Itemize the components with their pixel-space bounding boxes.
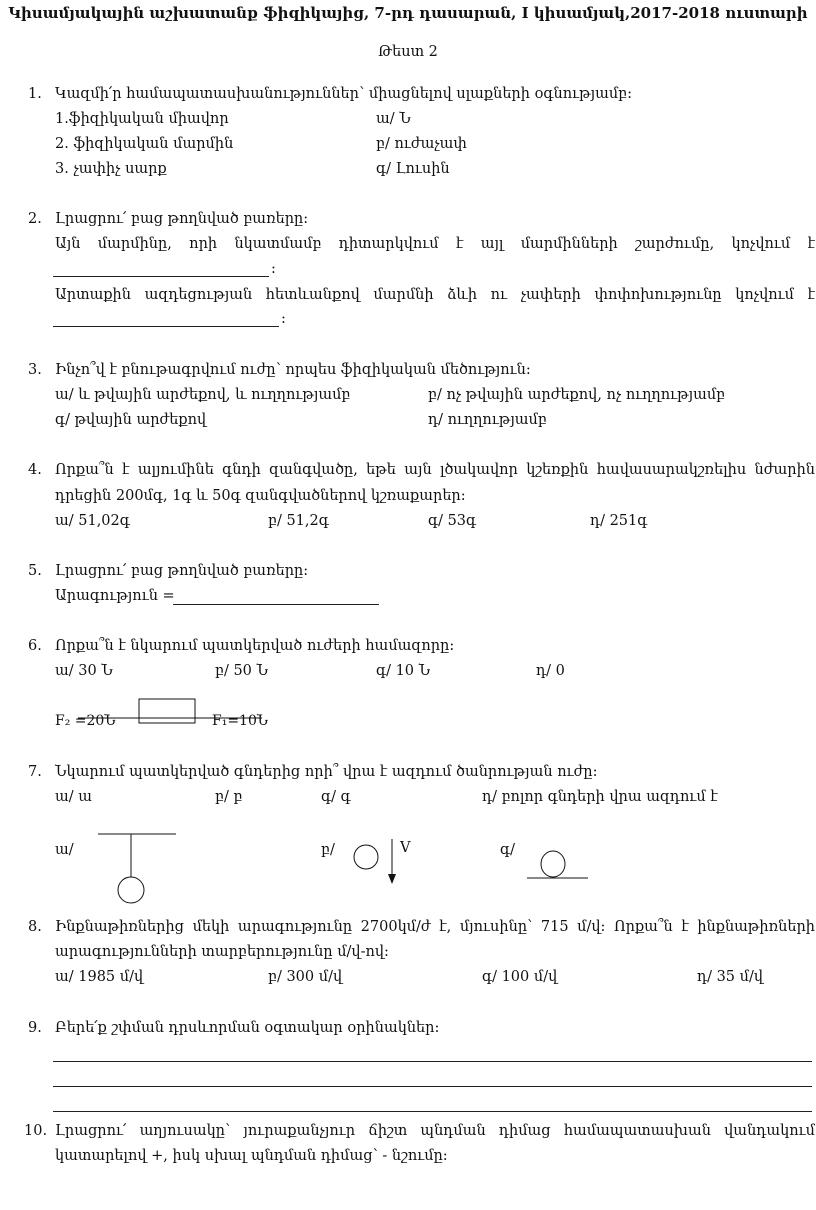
q3-option-c[interactable]: գ/ թվային արժեքով bbox=[55, 412, 207, 428]
q1-right-1: ա/ Ն bbox=[376, 111, 411, 127]
q2-text: Լրացրու՛ բաց թողնված բառերը: bbox=[55, 211, 309, 227]
q1-right-2: բ/ ուժաչափ bbox=[376, 136, 467, 152]
q9-number: 9. bbox=[28, 1020, 42, 1036]
q7-number: 7. bbox=[28, 764, 42, 780]
q8-option-b[interactable]: բ/ 300 մ/վ bbox=[268, 969, 343, 985]
q6-option-c[interactable]: գ/ 10 Ն bbox=[376, 663, 431, 679]
q6-option-a[interactable]: ա/ 30 Ն bbox=[55, 663, 113, 679]
q8-option-d[interactable]: դ/ 35 մ/վ bbox=[697, 969, 763, 985]
q9-answer-line-1[interactable] bbox=[53, 1061, 812, 1062]
q4-option-d[interactable]: դ/ 251գ bbox=[590, 513, 648, 529]
q4-option-a[interactable]: ա/ 51,02գ bbox=[55, 513, 130, 529]
q7-fig-label-a: ա/ bbox=[55, 842, 74, 858]
q8-text-line-1: Ինքնաթիռներից մեկի արագությունը 2700կմ/ժ է, մյուսինը՝ 715 մ/վ: Որքա՞ն է ինքնաթիռների bbox=[55, 919, 815, 935]
q7-text: Նկարում պատկերված գնդերից որի՞ վրա է ազդում ծանրության ուժը: bbox=[55, 764, 598, 780]
q6-text: Որքա՞ն է նկարում պատկերված ուժերի համազորը: bbox=[55, 638, 455, 654]
q3-option-b[interactable]: բ/ ոչ թվային արժեքով, ոչ ուղղությամբ bbox=[428, 387, 726, 403]
q5-number: 5. bbox=[28, 563, 42, 579]
q1-text: Կազմի՛ր համապատասխանություններ՝ միացնելով սլաքների օգնությամբ: bbox=[55, 86, 633, 102]
q6-option-b[interactable]: բ/ 50 Ն bbox=[215, 663, 269, 679]
q2-end-1: : bbox=[271, 261, 276, 277]
q1-left-3: 3. չափիչ սարք bbox=[55, 161, 167, 177]
q7-velocity-arrowhead bbox=[388, 874, 396, 884]
q4-number: 4. bbox=[28, 462, 42, 478]
q7-option-c[interactable]: գ/ գ bbox=[321, 789, 351, 805]
q3-text: Ինչո՞վ է բնութագրվում ուժը՝ որպես ֆիզիկական մեծություն: bbox=[55, 362, 531, 378]
q4-text-line-1: Որքա՞ն է ալյումինե գնդի զանգվածը, եթե այն լծակավոր կշեռքին հավասարակշռելիս նժարին bbox=[55, 462, 815, 478]
q1-right-3: գ/ Լուսին bbox=[376, 161, 450, 177]
q3-number: 3. bbox=[28, 362, 42, 378]
q7-fig-label-b: բ/ bbox=[321, 842, 335, 858]
q6-f1-label: F₁=10Ն bbox=[212, 713, 268, 729]
q9-text: Բերե՛ք շփման դրսևորման օգտակար օրինակներ: bbox=[55, 1020, 440, 1036]
q2-number: 2. bbox=[28, 211, 42, 227]
q3-option-d[interactable]: դ/ ուղղությամբ bbox=[428, 412, 547, 428]
q6-option-d[interactable]: դ/ 0 bbox=[536, 663, 565, 679]
q7-resting-ball bbox=[541, 851, 565, 877]
q1-left-2: 2. ֆիզիկական մարմին bbox=[55, 136, 234, 152]
q4-option-c[interactable]: գ/ 53գ bbox=[428, 513, 477, 529]
q8-text-line-2: արագությունների տարբերությունը մ/վ-ով: bbox=[55, 944, 389, 960]
q6-number: 6. bbox=[28, 638, 42, 654]
q2-sentence-1: Այն մարմինը, որի նկատմամբ դիտարկվում է այլ մարմինների շարժումը, կոչվում է bbox=[55, 236, 815, 252]
q3-option-a[interactable]: ա/ և թվային արժեքով, և ուղղությամբ bbox=[55, 387, 351, 403]
test-label: Թեստ 2 bbox=[378, 44, 438, 60]
q2-end-2: : bbox=[281, 311, 286, 327]
q7-fig-label-c: գ/ bbox=[500, 842, 515, 858]
q2-sentence-2: Արտաքին ազդեցության հետևանքով մարմնի ձևի ու չափերի փոփոխությունը կոչվում է bbox=[55, 287, 815, 303]
q4-text-line-2: դրեցին 200մգ, 1գ և 50գ զանգվածներով կշռաքարեր: bbox=[55, 488, 466, 504]
q7-option-a[interactable]: ա/ ա bbox=[55, 789, 93, 805]
q8-number: 8. bbox=[28, 919, 42, 935]
page-title: Կիսամյակային աշխատանք ֆիզիկայից, 7-րդ դասարան, I կիսամյակ,2017-2018 ուստարի bbox=[8, 4, 808, 22]
q4-option-b[interactable]: բ/ 51,2գ bbox=[268, 513, 329, 529]
q7-option-b[interactable]: բ/ բ bbox=[215, 789, 243, 805]
q9-answer-line-2[interactable] bbox=[53, 1086, 812, 1087]
q7-option-d[interactable]: դ/ բոլոր գնդերի վրա ազդում է bbox=[482, 789, 718, 805]
q1-left-1: 1.ֆիզիկական միավոր bbox=[55, 111, 229, 127]
q10-text-line-2: կատարելով +, իսկ սխալ պնդման դիմաց՝ - նշումը: bbox=[55, 1148, 448, 1164]
q8-option-c[interactable]: գ/ 100 մ/վ bbox=[482, 969, 558, 985]
q9-answer-line-3[interactable] bbox=[53, 1111, 812, 1112]
q8-option-a[interactable]: ա/ 1985 մ/վ bbox=[55, 969, 144, 985]
q6-f2-label: F₂ =20Ն bbox=[55, 713, 116, 729]
q5-formula: Արագություն = bbox=[55, 588, 175, 604]
q7-velocity-label: V bbox=[400, 840, 411, 856]
q5-text: Լրացրու՛ բաց թողնված բառերը: bbox=[55, 563, 309, 579]
q7-hanging-ball bbox=[118, 877, 144, 903]
q10-text-line-1: Լրացրու՛ աղյուսակը՝ յուրաքանչյուր ճիշտ պնդման դիմաց համապատասխան վանդակում bbox=[55, 1123, 815, 1139]
q10-number: 10. bbox=[24, 1123, 48, 1139]
q1-number: 1. bbox=[28, 86, 42, 102]
q7-moving-ball bbox=[354, 845, 378, 869]
